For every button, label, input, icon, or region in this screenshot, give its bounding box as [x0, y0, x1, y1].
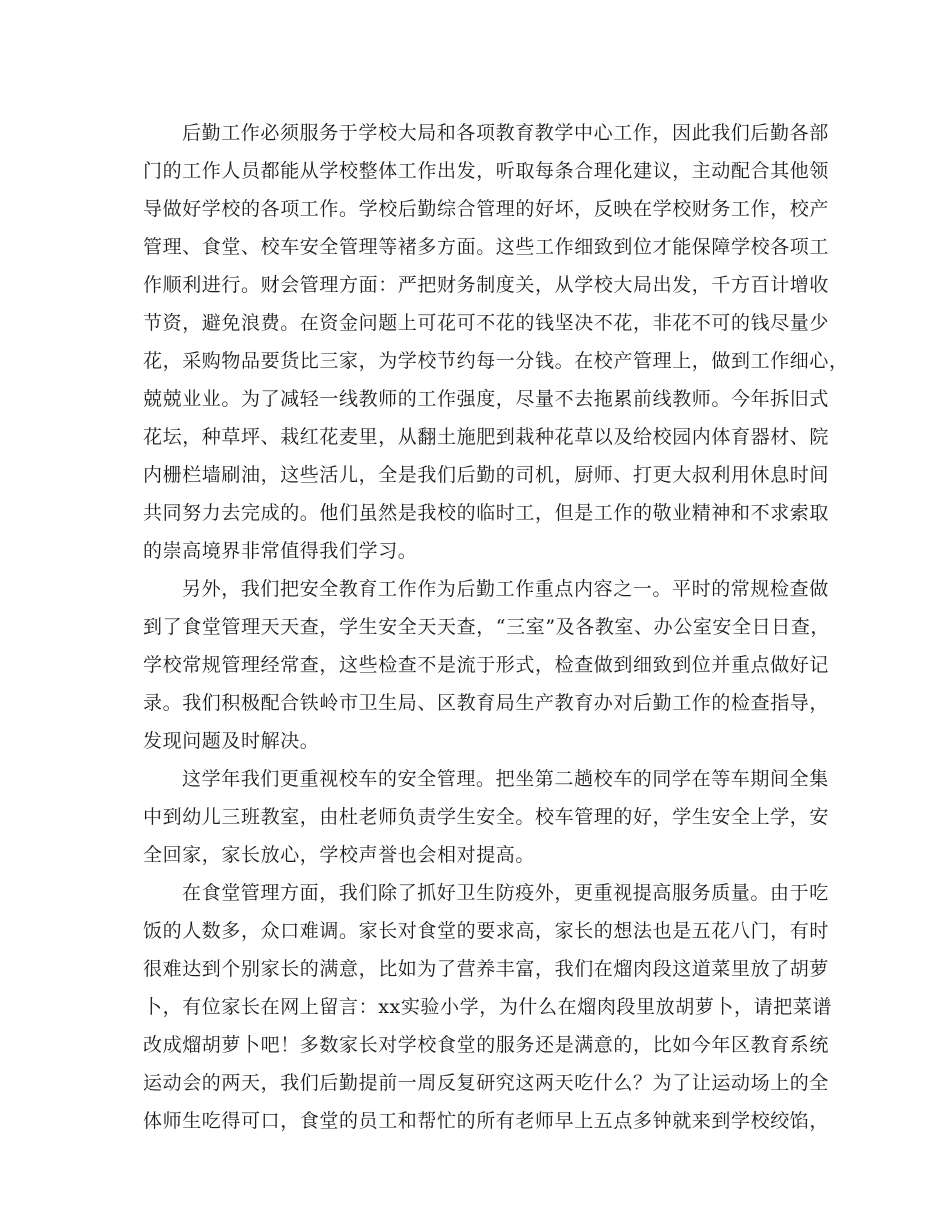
text-line: 全回家，家长放心，学校声誉也会相对提高。	[143, 844, 536, 866]
text-line: 节资，避免浪费。在资金问题上可花可不花的钱坚决不花，非花不可的钱尽量少	[143, 312, 830, 334]
paragraph-safety-inspection	[143, 570, 831, 760]
text-line: 录。我们积极配合铁岭市卫生局、区教育局生产教育办对后勤工作的检查指导，	[143, 692, 830, 714]
text-line: 到了食堂管理天天查，学生安全天天查，“三室”及各教室、办公室安全日日查，	[143, 616, 831, 638]
text-line: 饭的人数多，众口难调。家长对食堂的要求高，家长的想法也是五花八门，有时	[143, 920, 830, 942]
text-line: 中到幼儿三班教室，由杜老师负责学生安全。校车管理的好，学生安全上学，安	[143, 806, 830, 828]
text-line: 卜，有位家长在网上留言：xx实验小学，为什么在熘肉段里放胡萝卜，请把菜谱	[143, 996, 833, 1018]
paragraph-canteen	[143, 874, 833, 1140]
paragraph-school-bus	[143, 760, 830, 874]
text-line: 学校常规管理经常查，这些检查不是流于形式，检查做到细致到位并重点做好记	[143, 654, 830, 676]
text-line: 这学年我们更重视校车的安全管理。把坐第二趟校车的同学在等车期间全集	[182, 768, 829, 790]
document-body	[143, 114, 849, 1140]
text-line: 管理、食堂、校车安全管理等褚多方面。这些工作细致到位才能保障学校各项工	[143, 236, 830, 258]
text-line: 花坛，种草坪、栽红花麦里，从翻土施肥到栽种花草以及给校园内体育器材、院	[143, 426, 830, 448]
text-line: 共同努力去完成的。他们虽然是我校的临时工，但是工作的敬业精神和不求索取	[143, 502, 830, 524]
text-line: 兢兢业业。为了减轻一线教师的工作强度，尽量不去拖累前线教师。今年拆旧式	[143, 388, 830, 410]
text-line: 门的工作人员都能从学校整体工作出发，听取每条合理化建议，主动配合其他领	[143, 160, 830, 182]
text-line: 作顺利进行。财会管理方面：严把财务制度关，从学校大局出发，千方百计增收	[143, 274, 830, 296]
text-line: 在食堂管理方面，我们除了抓好卫生防疫外，更重视提高服务质量。由于吃	[182, 882, 829, 904]
text-line: 的崇高境界非常值得我们学习。	[143, 540, 418, 562]
text-line: 发现问题及时解决。	[143, 730, 320, 752]
paragraph-logistics-overview	[143, 114, 849, 570]
text-line: 内栅栏墙刷油，这些活儿，全是我们后勤的司机，厨师、打更大叔利用休息时间	[143, 464, 830, 486]
text-line: 很难达到个别家长的满意，比如为了营养丰富，我们在熘肉段这道菜里放了胡萝	[143, 958, 830, 980]
text-line: 后勤工作必须服务于学校大局和各项教育教学中心工作，因此我们后勤各部	[182, 122, 829, 144]
text-line: 导做好学校的各项工作。学校后勤综合管理的好坏，反映在学校财务工作，校产	[143, 198, 830, 220]
text-line: 体师生吃得可口，食堂的员工和帮忙的所有老师早上五点多钟就来到学校绞馅，	[143, 1110, 830, 1132]
text-line: 另外，我们把安全教育工作作为后勤工作重点内容之一。平时的常规检查做	[182, 578, 829, 600]
text-line: 运动会的两天，我们后勤提前一周反复研究这两天吃什么？为了让运动场上的全	[143, 1072, 830, 1094]
text-line: 花，采购物品要货比三家，为学校节约每一分钱。在校产管理上，做到工作细心，	[143, 350, 849, 372]
text-line: 改成熘胡萝卜吧！多数家长对学校食堂的服务还是满意的，比如今年区教育系统	[143, 1034, 830, 1056]
